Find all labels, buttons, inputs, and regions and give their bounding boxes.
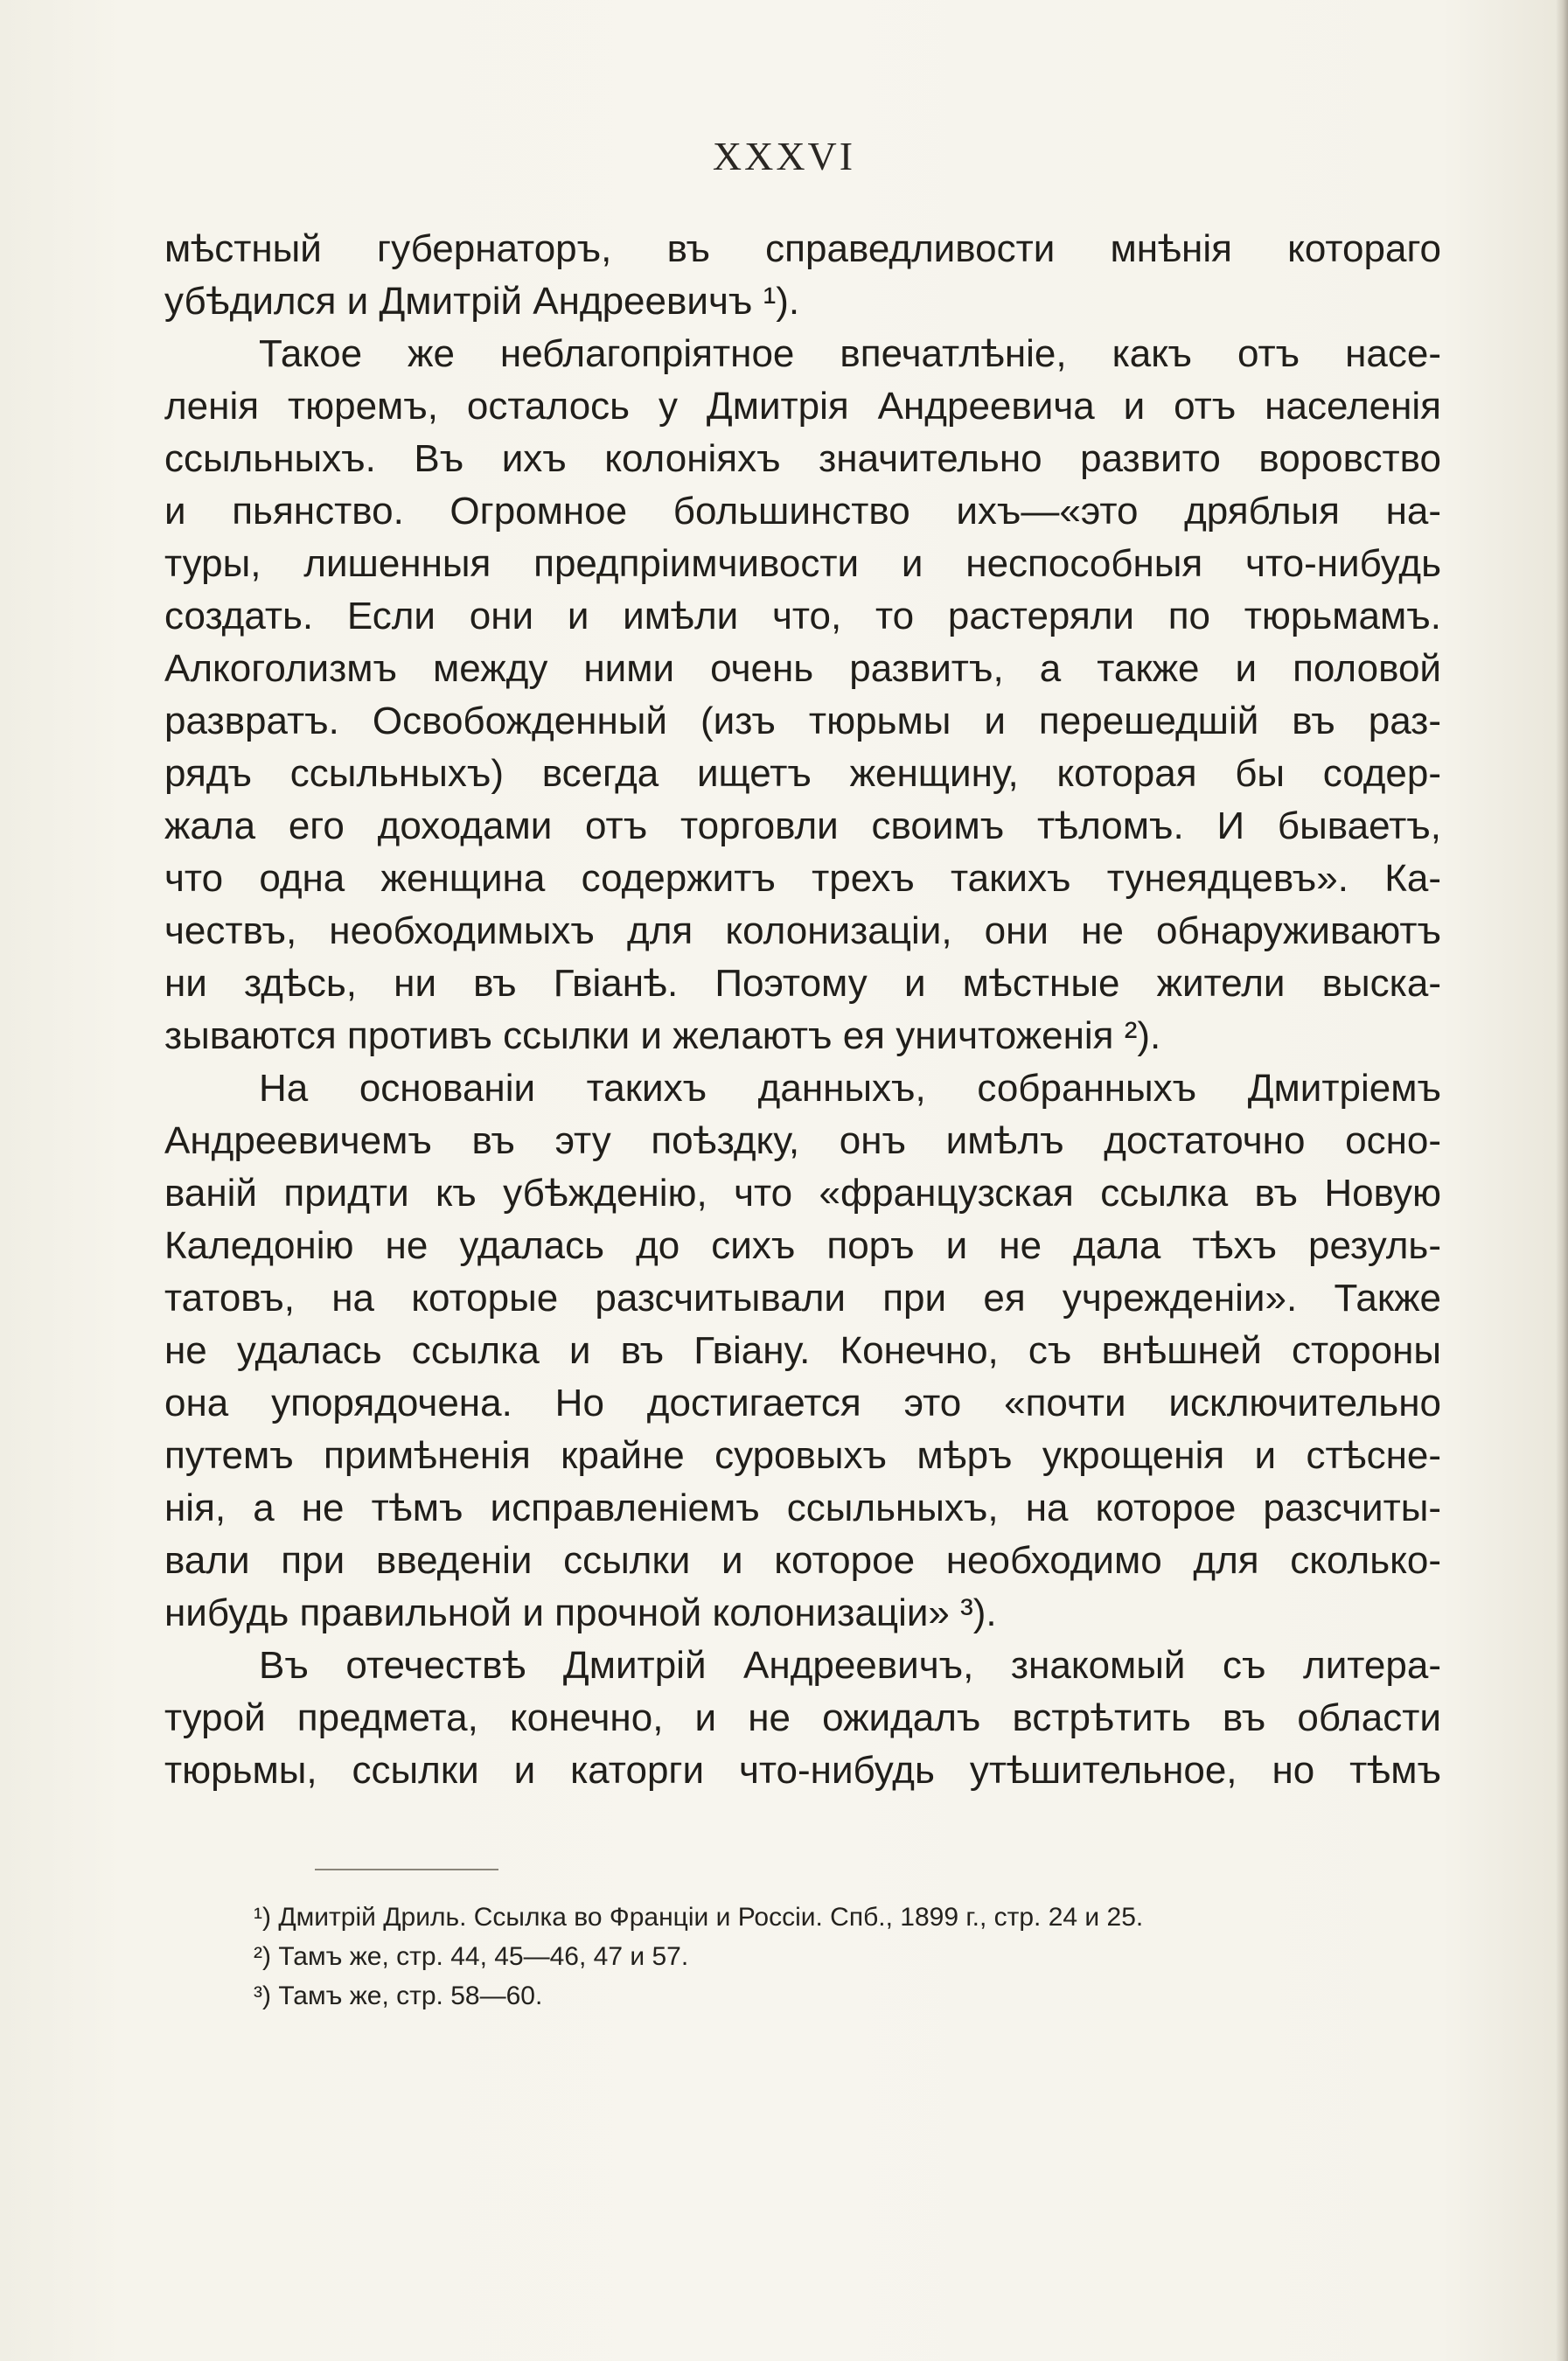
text-line: и пьянство. Огромное большинство ихъ—«это дряблыя на-	[164, 490, 1441, 533]
text-line: жала его доходами отъ торговли своимъ тѣломъ. И бываетъ,	[164, 804, 1441, 847]
text-line: На основаніи такихъ данныхъ, собранныхъ Дмитріемъ	[259, 1067, 1441, 1110]
paragraph	[164, 328, 1441, 1062]
text-line: не удалась ссылка и въ Гвіану. Конечно, съ внѣшней стороны	[164, 1329, 1441, 1372]
text-line: Въ отечествѣ Дмитрій Андреевичъ, знакомый съ литера-	[259, 1644, 1441, 1687]
text-line: ни здѣсь, ни въ Гвіанѣ. Поэтому и мѣстные жители выска-	[164, 962, 1441, 1005]
text-line: татовъ, на которые разсчитывали при ея учрежденіи». Также	[164, 1277, 1441, 1320]
text-line: турой предмета, конечно, и не ожидалъ встрѣтить въ области	[164, 1696, 1441, 1739]
text-line: туры, лишенныя предпріимчивости и неспособныя что-нибудь	[164, 542, 1441, 585]
paragraph	[164, 1640, 1441, 1797]
text-line: ссыльныхъ. Въ ихъ колоніяхъ значительно развито воровство	[164, 437, 1441, 480]
text-line: Такое же неблагопріятное впечатлѣніе, какъ отъ насе-	[259, 332, 1441, 375]
paragraph	[164, 1062, 1441, 1640]
text-line: что одна женщина содержитъ трехъ такихъ тунеядцевъ». Ка-	[164, 857, 1441, 900]
text-line: рядъ ссыльныхъ) всегда ищетъ женщину, которая бы содер-	[164, 752, 1441, 795]
text-line: тюрьмы, ссылки и каторги что-нибудь утѣшительное, но тѣмъ	[164, 1749, 1441, 1792]
text-line: убѣдился и Дмитрій Андреевичъ ¹).	[164, 280, 800, 323]
text-line: ваній придти къ убѣжденію, что «французская ссылка въ Новую	[164, 1172, 1441, 1215]
text-line: Андреевичемъ въ эту поѣздку, онъ имѣлъ достаточно осно-	[164, 1119, 1441, 1162]
footnote-2: ²) Тамъ же, стр. 44, 45—46, 47 и 57.	[254, 1942, 689, 1971]
page-edge-shadow	[1556, 0, 1568, 2361]
text-line: Алкоголизмъ между ними очень развитъ, а также и половой	[164, 647, 1441, 690]
text-line: нія, а не тѣмъ исправленіемъ ссыльныхъ, на которое разсчиты-	[164, 1487, 1441, 1529]
text-line: мѣстный губернаторъ, въ справедливости мнѣнія котораго	[164, 227, 1441, 270]
text-line: вали при введеніи ссылки и которое необходимо для сколько-	[164, 1539, 1441, 1582]
footnote-1: ¹) Дмитрій Дриль. Ссылка во Франціи и Россіи. Спб., 1899 г., стр. 24 и 25.	[254, 1903, 1144, 1932]
text-line: путемъ примѣненія крайне суровыхъ мѣръ укрощенія и стѣсне-	[164, 1434, 1441, 1477]
text-line: нибудь правильной и прочной колонизаціи» ³).	[164, 1591, 997, 1634]
text-line: зываются противъ ссылки и желаютъ ея уничтоженія ²).	[164, 1014, 1161, 1057]
text-line: она упорядочена. Но достигается это «почти исключительно	[164, 1382, 1441, 1424]
text-line: развратъ. Освобожденный (изъ тюрьмы и перешедшій въ раз-	[164, 700, 1441, 742]
body-text	[164, 223, 1441, 1797]
footnote-3: ³) Тамъ же, стр. 58—60.	[254, 1981, 543, 2010]
page-number: XXXVI	[712, 134, 856, 178]
text-line: ленія тюремъ, осталось у Дмитрія Андреевича и отъ населенія	[164, 385, 1441, 428]
text-line: Каледонію не удалась до сихъ поръ и не дала тѣхъ резуль-	[164, 1224, 1441, 1267]
text-line: создать. Если они и имѣли что, то растеряли по тюрьмамъ.	[164, 595, 1441, 637]
paragraph	[164, 223, 1441, 328]
text-line: чествъ, необходимыхъ для колонизаціи, они не обнаруживаютъ	[164, 909, 1441, 952]
footnote-separator	[315, 1869, 498, 1870]
footnotes	[254, 1898, 1390, 2016]
